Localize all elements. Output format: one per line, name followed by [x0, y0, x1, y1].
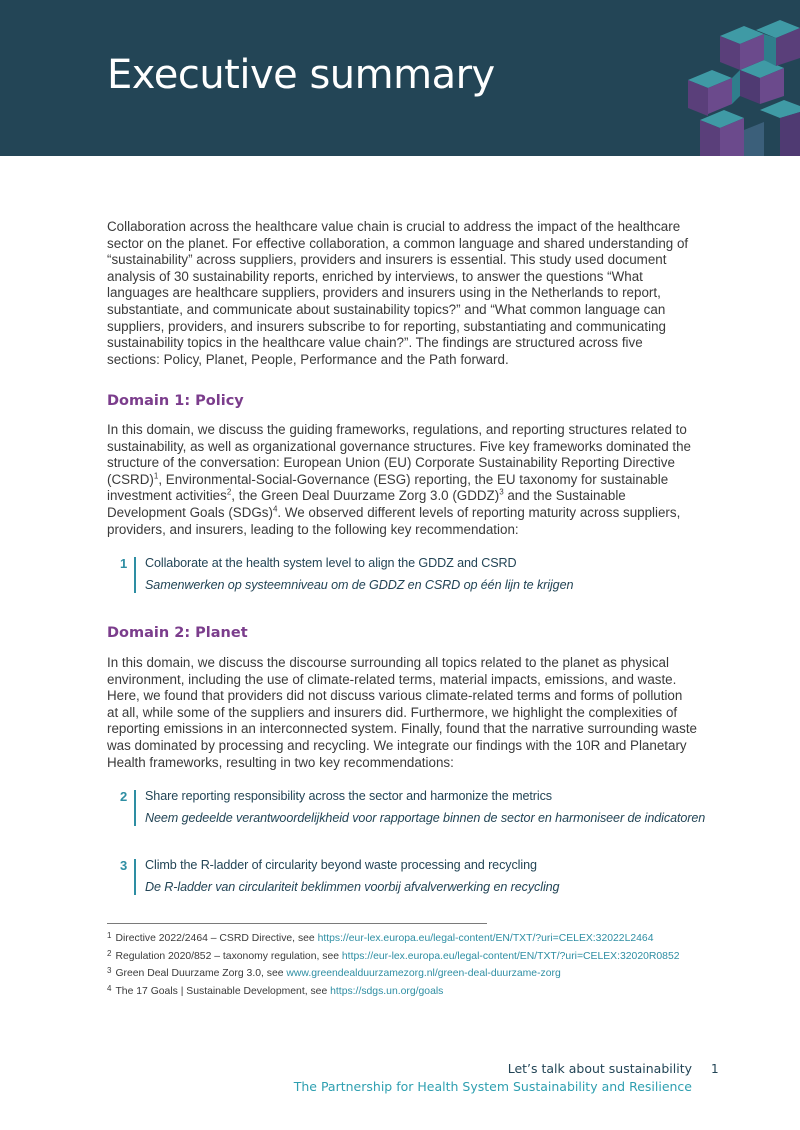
footnote-ref-4[interactable]: 4: [272, 504, 278, 514]
recommendation-text-en: Share reporting responsibility across the sector and harmonize the metrics: [145, 789, 552, 803]
recommendation-text-nl: Samenwerken op systeemniveau om de GDDZ en CSRD op één lijn te krijgen: [145, 578, 574, 592]
recommendation-bar: [134, 557, 136, 593]
domain-1-heading: Domain 1: Policy: [107, 393, 244, 409]
page-title: Executive summary: [107, 52, 495, 98]
recommendation-text-nl: De R-ladder van circulariteit beklimmen voorbij afvalverwerking en recycling: [145, 880, 560, 894]
recommendation-text-nl: Neem gedeelde verantwoordelijkheid voor rapportage binnen de sector en harmoniseer de indicatoren: [145, 811, 706, 825]
page-number: 1: [711, 1062, 719, 1076]
recommendation-number: 1: [120, 556, 128, 571]
cube-pattern-graphic: [660, 0, 800, 156]
footnote-3: $^3$ Green Deal Duurzame Zorg 3.0, see www.greendealduurzamezorg.nl/green-deal-duurzame-zorg: [107, 966, 561, 979]
footnote-ref-3[interactable]: 3: [499, 487, 504, 497]
footnote-2: $^2$ Regulation 2020/852 – taxonomy regulation, see https://eur-lex.europa.eu/legal-content/EN/TXT/?uri=CELEX:32020R0852: [107, 949, 680, 962]
footnote-link[interactable]: https://sdgs.un.org/goals: [330, 986, 444, 997]
recommendation-text-en: Collaborate at the health system level to align the GDDZ and CSRD: [145, 556, 517, 570]
footnote-4: $^4$ The 17 Goals | Sustainable Development, see https://sdgs.un.org/goals: [107, 984, 444, 997]
recommendation-text-en: Climb the R-ladder of circularity beyond waste processing and recycling: [145, 858, 537, 872]
recommendation-number: 2: [120, 789, 128, 804]
domain-2-heading: Domain 2: Planet: [107, 625, 248, 641]
footer-organization: The Partnership for Health System Sustainability and Resilience: [293, 1079, 692, 1094]
recommendation-number: 3: [120, 858, 128, 873]
footnote-divider: [107, 923, 487, 924]
footnote-ref-1[interactable]: 1: [153, 471, 159, 481]
domain-1-paragraph: In this domain, we discuss the guiding frameworks, regulations, and reporting structures related to sustainability, as well as organizational governance structures. Five key frameworks dominated the structure of the conversation: European Union (EU) Corporate Sustainability Reporting Directive (CSRD)$^1$, Environmental-Social-Governance (ESG) reporting, the EU taxonomy for sustainable investment activities$^2$, the Green Deal Duurzame Zorg 3.0 (GDDZ)$^3$ and the Sustainable Development Goals (SDGs)$^4$. We observed different levels of reporting maturity across suppliers, providers, and insurers, leading to the following key recommendation:: [107, 422, 692, 537]
footnote-link[interactable]: https://eur-lex.europa.eu/legal-content/EN/TXT/?uri=CELEX:32020R0852: [341, 951, 680, 962]
intro-paragraph: Collaboration across the healthcare value chain is crucial to address the impact of the healthcare sector on the planet. For effective collaboration, a common language and shared understanding of “sustainability” across suppliers, providers and insurers is essential. This study used document analysis of 30 sustainability reports, enriched by interviews, to answer the questions “What languages are healthcare suppliers, providers and insurers using in the Netherlands to report, substantiate, and communicate about sustainability topics?” and “What common language can suppliers, providers, and insurers subscribe to for reporting, substantiating and communicating sustainability topics in the healthcare value chain?”. The findings are structured across five sections: Policy, Planet, People, Performance and the Path forward.: [107, 219, 689, 367]
header-banner: [0, 0, 800, 156]
recommendation-bar: [134, 790, 136, 826]
footer-tagline: Let’s talk about sustainability: [507, 1061, 692, 1076]
footnote-link[interactable]: https://eur-lex.europa.eu/legal-content/EN/TXT/?uri=CELEX:32022L2464: [317, 933, 654, 944]
recommendation-bar: [134, 859, 136, 895]
footnote-link[interactable]: www.greendealduurzamezorg.nl/green-deal-duurzame-zorg: [286, 968, 561, 979]
domain-2-paragraph: In this domain, we discuss the discourse surrounding all topics related to the planet as physical environment, including the use of climate-related terms, material impacts, emissions, and waste. Here, we found that providers did not discuss various climate-related terms and forms of pollution at all, while some of the suppliers and insurers did. Furthermore, we highlight the complexities of reporting emissions in an interconnected system. Finally, found that the narrative surrounding waste was dominated by processing and recycling. We integrate our findings with the 10R and Planetary Health frameworks, resulting in two key recommendations:: [107, 655, 697, 770]
footnote-1: $^1$ Directive 2022/2464 – CSRD Directive, see https://eur-lex.europa.eu/legal-content/EN/TXT/?uri=CELEX:32022L2464: [107, 931, 654, 944]
footnote-ref-2[interactable]: 2: [226, 487, 232, 497]
